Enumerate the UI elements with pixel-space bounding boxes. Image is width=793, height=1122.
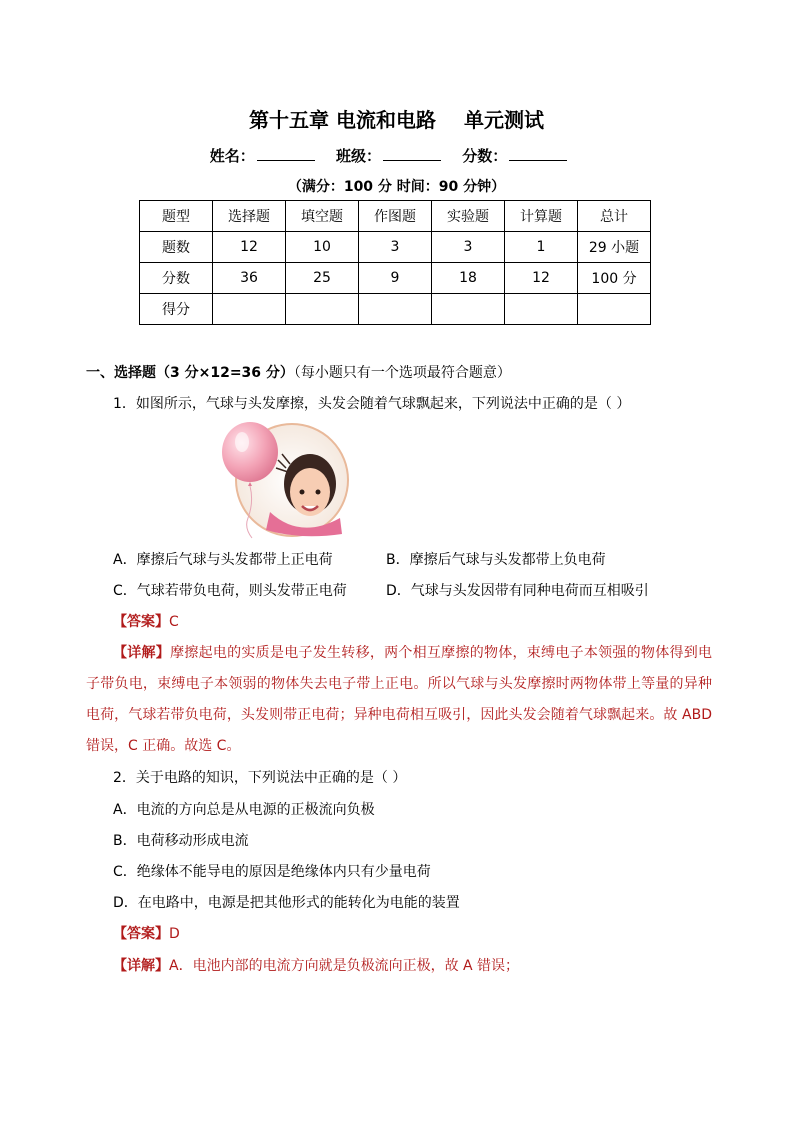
- score-table: [139, 200, 651, 325]
- table-row: [140, 232, 651, 263]
- explain-text: 摩擦起电的实质是电子发生转移，两个相互摩擦的物体，束缚电子本领强的物体得到电子带负电，束缚电子本领弱的物体失去电子带上正电。所以气球与头发摩擦时两物体带上等量的异种电荷，气球若带负电荷，头发则带正电荷；异种电荷相互吸引，因此头发会随着气球飘起来。故 ABD 错误，C 正确。故选 C。: [86, 645, 713, 754]
- question-1-option-b[interactable]: B．摩擦后气球与头发都带上负电荷: [386, 552, 606, 568]
- question-1-option-d[interactable]: D．气球与头发因带有同种电荷而互相吸引: [386, 583, 649, 599]
- answer-value: C: [169, 614, 179, 630]
- table-cell: 题型: [140, 201, 213, 232]
- table-cell: 10: [286, 232, 359, 263]
- explain-text: A．电池内部的电流方向就是负极流向正极，故 A 错误；: [169, 958, 520, 974]
- question-2-answer: [113, 923, 180, 943]
- table-cell: 9: [359, 263, 432, 294]
- table-row: [140, 294, 651, 325]
- table-row: [140, 201, 651, 232]
- test-title: 单元测试: [463, 108, 544, 132]
- table-cell: 12: [213, 232, 286, 263]
- question-1-option-c[interactable]: C．气球若带负电荷，则头发带正电荷: [113, 583, 347, 599]
- student-info-line: [0, 145, 793, 166]
- table-cell: 3: [432, 232, 505, 263]
- page-title: [0, 104, 793, 133]
- table-cell: 36: [213, 263, 286, 294]
- section-note: （每小题只有一个选项最符合题意）: [293, 365, 511, 381]
- table-cell: 3: [359, 232, 432, 263]
- question-2-option-c[interactable]: C．绝缘体不能导电的原因是绝缘体内只有少量电荷: [113, 864, 431, 880]
- answer-tag: 【答案】: [113, 614, 169, 630]
- answer-tag: 【答案】: [113, 926, 169, 942]
- table-cell: 总计: [578, 201, 651, 232]
- table-cell: 1: [505, 232, 578, 263]
- score-entry-cell[interactable]: [432, 294, 505, 325]
- table-cell: 25: [286, 263, 359, 294]
- answer-value: D: [169, 926, 180, 942]
- class-field[interactable]: [383, 146, 441, 161]
- table-cell: 18: [432, 263, 505, 294]
- score-field[interactable]: [509, 146, 567, 161]
- question-1-option-a[interactable]: A．摩擦后气球与头发都带上正电荷: [113, 552, 333, 568]
- score-entry-cell[interactable]: [359, 294, 432, 325]
- balloon-hair-photo: [220, 422, 355, 540]
- question-2-option-a[interactable]: A．电流的方向总是从电源的正极流向负极: [113, 802, 375, 818]
- table-row: [140, 263, 651, 294]
- balloon-hair-illustration: [220, 422, 355, 540]
- chapter-title: 第十五章 电流和电路: [249, 108, 436, 132]
- question-1-stem: 1．如图所示，气球与头发摩擦，头发会随着气球飘起来，下列说法中正确的是（ ）: [113, 396, 631, 412]
- table-cell: 实验题: [432, 201, 505, 232]
- question-2-stem: 2．关于电路的知识，下列说法中正确的是（ ）: [113, 770, 407, 786]
- table-cell: 分数: [140, 263, 213, 294]
- question-2-option-d[interactable]: D．在电路中，电源是把其他形式的能转化为电能的装置: [113, 895, 460, 911]
- score-entry-cell[interactable]: [213, 294, 286, 325]
- table-cell: 得分: [140, 294, 213, 325]
- table-cell: 填空题: [286, 201, 359, 232]
- score-label: 分数：: [462, 147, 508, 165]
- table-cell: 选择题: [213, 201, 286, 232]
- table-cell: 题数: [140, 232, 213, 263]
- question-2-explanation: [113, 955, 519, 975]
- name-field[interactable]: [257, 146, 315, 161]
- table-cell: 29 小题: [578, 232, 651, 263]
- question-1-explanation: [86, 638, 712, 762]
- question-2-option-b[interactable]: B．电荷移动形成电流: [113, 833, 249, 849]
- exam-meta: （满分：100 分 时间：90 分钟）: [287, 179, 506, 195]
- table-cell: 计算题: [505, 201, 578, 232]
- explain-tag: 【详解】: [113, 958, 169, 974]
- score-entry-cell[interactable]: [505, 294, 578, 325]
- table-cell: 12: [505, 263, 578, 294]
- class-label: 班级：: [335, 147, 381, 165]
- table-cell: 100 分: [578, 263, 651, 294]
- question-1-answer: [113, 611, 179, 631]
- section-title: 一、选择题（3 分×12=36 分）: [86, 365, 294, 381]
- score-entry-cell[interactable]: [578, 294, 651, 325]
- explain-tag: 【详解】: [113, 645, 171, 661]
- name-label: 姓名：: [209, 147, 255, 165]
- score-entry-cell[interactable]: [286, 294, 359, 325]
- section-heading: [86, 362, 511, 382]
- table-cell: 作图题: [359, 201, 432, 232]
